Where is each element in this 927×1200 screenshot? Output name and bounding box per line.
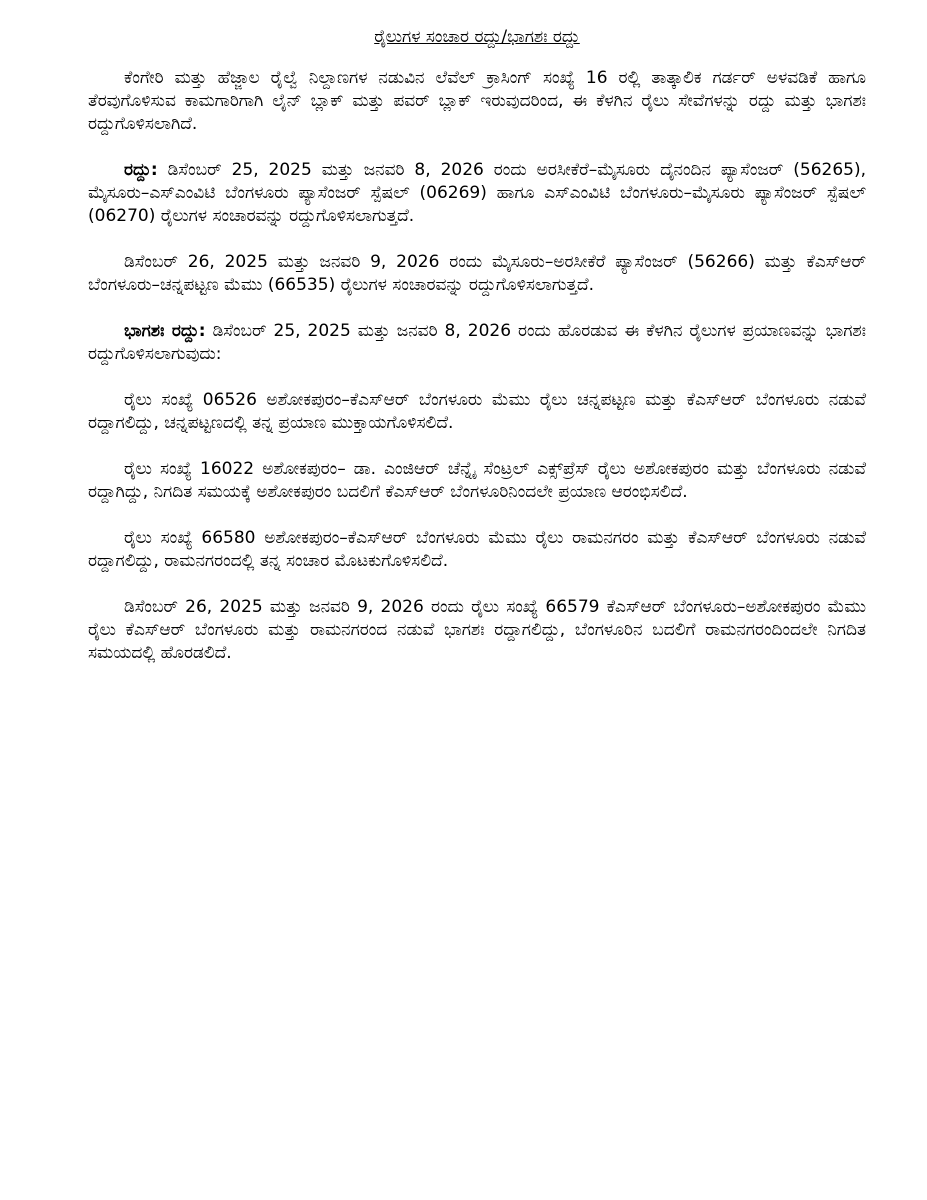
paragraph-text: ಡಿಸೆಂಬರ್ 26, 2025 ಮತ್ತು ಜನವರಿ 9, 2026 ರಂದು ರೈಲು ಸಂಖ್ಯೆ 66579 ಕೆಎಸ್‌ಆರ್ ಬೆಂಗಳೂರು–ಅಶೋಕಪುರಂ ಮೆಮು ರೈಲು ಕೆಎಸ್‌ಆರ್ ಬೆಂಗಳೂರು ಮತ್ತು ರಾಮನಗರಂದ ನಡುವೆ ಭಾಗಶಃ ರದ್ದಾಗಲಿದ್ದು, ಬೆಂಗಳೂರಿನ ಬದಲಿಗೆ ರಾಮನಗರಂದಿಂದಲೇ ನಿಗದಿತ ಸಮಯದಲ್ಲಿ ಹೊರಡಲಿದೆ. [88, 597, 866, 663]
paragraph-text: ರೈಲು ಸಂಖ್ಯೆ 66580 ಅಶೋಕಪುರಂ–ಕೆಎಸ್‌ಆರ್ ಬೆಂಗಳೂರು ಮೆಮು ರೈಲು ರಾಮನಗರಂ ಮತ್ತು ಕೆಎಸ್‌ಆರ್ ಬೆಂಗಳೂರು ನಡುವೆ ರದ್ದಾಗಲಿದ್ದು, ರಾಮನಗರಂದಲ್ಲಿ ತನ್ನ ಸಂಚಾರ ಮೊಟಕುಗೊಳಿಸಲಿದೆ. [88, 528, 866, 571]
paragraph-text: ರೈಲು ಸಂಖ್ಯೆ 06526 ಅಶೋಕಪುರಂ–ಕೆಎಸ್‌ಆರ್ ಬೆಂಗಳೂರು ಮೆಮು ರೈಲು ಚನ್ನಪಟ್ಟಣ ಮತ್ತು ಕೆಎಸ್‌ಆರ್ ಬೆಂಗಳೂರು ನಡುವೆ ರದ್ದಾಗಲಿದ್ದು, ಚನ್ನಪಟ್ಟಣದಲ್ಲಿ ತನ್ನ ಪ್ರಯಾಣ ಮುಕ್ತಾಯಗೊಳಿಸಲಿದೆ. [88, 390, 866, 433]
paragraph-cancelled-dec26 [88, 251, 866, 297]
paragraph-text: ಡಿಸೆಂಬರ್ 26, 2025 ಮತ್ತು ಜನವರಿ 9, 2026 ರಂದು ಮೈಸೂರು–ಅರಸೀಕೆರೆ ಪ್ಯಾಸೆಂಜರ್ (56266) ಮತ್ತು ಕೆಎಸ್‌ಆರ್ ಬೆಂಗಳೂರು–ಚನ್ನಪಟ್ಟಣ ಮೆಮು (66535) ರೈಲುಗಳ ಸಂಚಾರವನ್ನು ರದ್ದುಗೊಳಿಸಲಾಗುತ್ತದೆ. [88, 252, 866, 295]
paragraph-text: ಡಿಸೆಂಬರ್ 25, 2025 ಮತ್ತು ಜನವರಿ 8, 2026 ರಂದು ಅರಸೀಕೆರೆ–ಮೈಸೂರು ದೈನಂದಿನ ಪ್ಯಾಸೆಂಜರ್ (56265), ಮೈಸೂರು–ಎಸ್‌ಎಂವಿಟಿ ಬೆಂಗಳೂರು ಪ್ಯಾಸೆಂಜರ್ ಸ್ಪೆಷಲ್ (06269) ಹಾಗೂ ಎಸ್‌ಎಂವಿಟಿ ಬೆಂಗಳೂರು–ಮೈಸೂರು ಪ್ಯಾಸೆಂಜರ್ ಸ್ಪೆಷಲ್ (06270) ರೈಲುಗಳ ಸಂಚಾರವನ್ನು ರದ್ದುಗೊಳಿಸಲಾಗುತ್ತದೆ. [88, 160, 866, 226]
document-title: ರೈಲುಗಳ ಸಂಚಾರ ರದ್ದು/ಭಾಗಶಃ ರದ್ದು [374, 27, 580, 47]
paragraph-text: ಡಿಸೆಂಬರ್ 25, 2025 ಮತ್ತು ಜನವರಿ 8, 2026 ರಂದು ಹೊರಡುವ ಈ ಕೆಳಗಿನ ರೈಲುಗಳ ಪ್ರಯಾಣವನ್ನು ಭಾಗಶಃ ರದ್ದುಗೊಳಿಸಲಾಗುವುದು: [88, 321, 866, 364]
paragraph-train-66579 [88, 596, 866, 665]
paragraph-partial [88, 320, 866, 366]
document-page [88, 26, 866, 688]
paragraph-text: ರೈಲು ಸಂಖ್ಯೆ 16022 ಅಶೋಕಪುರಂ– ಡಾ. ಎಂಜಿಆರ್ ಚೆನ್ನೈ ಸೆಂಟ್ರಲ್ ಎಕ್ಸ್‌ಪ್ರೆಸ್ ರೈಲು ಅಶೋಕಪುರಂ ಮತ್ತು ಬೆಂಗಳೂರು ನಡುವೆ ರದ್ದಾಗಿದ್ದು, ನಿಗದಿತ ಸಮಯಕ್ಕೆ ಅಶೋಕಪುರಂ ಬದಲಿಗೆ ಕೆಎಸ್‌ಆರ್ ಬೆಂಗಳೂರಿನಿಂದಲೇ ಪ್ರಯಾಣ ಆರಂಭಿಸಲಿದೆ. [88, 459, 866, 502]
paragraph-lead: ಭಾಗಶಃ ರದ್ದು: [124, 321, 206, 341]
paragraph-train-16022 [88, 458, 866, 504]
paragraph-cancelled [88, 159, 866, 228]
paragraph-intro [88, 67, 866, 136]
paragraph-train-06526 [88, 389, 866, 435]
paragraph-lead: ರದ್ದು: [124, 160, 158, 180]
paragraph-text: ಕೆಂಗೇರಿ ಮತ್ತು ಹೆಜ್ಜಾಲ ರೈಲ್ವೆ ನಿಲ್ದಾಣಗಳ ನಡುವಿನ ಲೆವೆಲ್ ಕ್ರಾಸಿಂಗ್ ಸಂಖ್ಯೆ 16 ರಲ್ಲಿ ತಾತ್ಕಾಲಿಕ ಗರ್ಡರ್ ಅಳವಡಿಕೆ ಹಾಗೂ ತೆರವುಗೊಳಿಸುವ ಕಾಮಗಾರಿಗಾಗಿ ಲೈನ್ ಬ್ಲಾಕ್ ಮತ್ತು ಪವರ್ ಬ್ಲಾಕ್ ಇರುವುದರಿಂದ, ಈ ಕೆಳಗಿನ ರೈಲು ಸೇವೆಗಳನ್ನು ರದ್ದು ಮತ್ತು ಭಾಗಶಃ ರದ್ದುಗೊಳಿಸಲಾಗಿದೆ. [88, 68, 866, 134]
paragraph-train-66580 [88, 527, 866, 573]
